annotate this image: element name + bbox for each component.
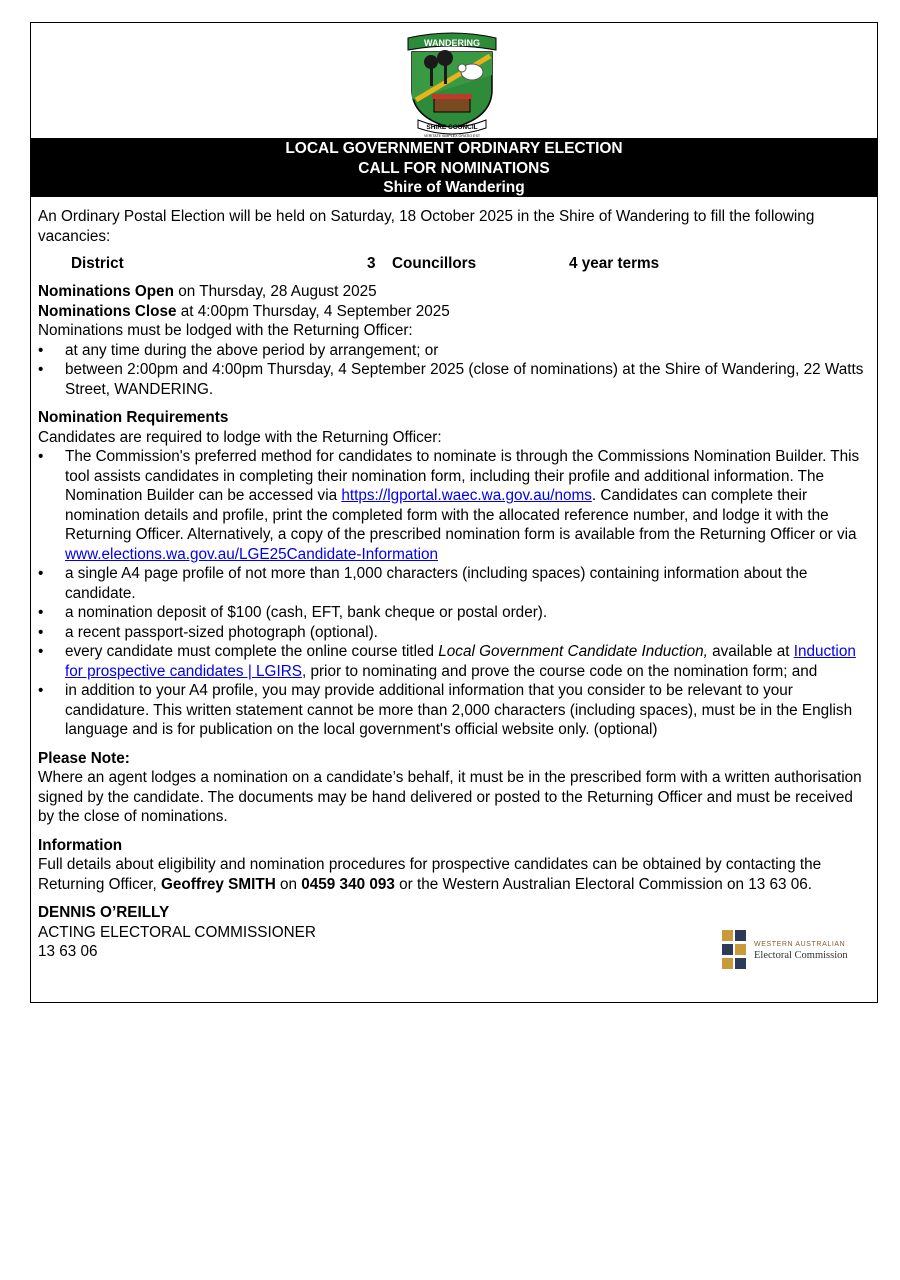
vacancy-role: Councillors [392, 255, 477, 272]
returning-officer-name: Geoffrey SMITH [161, 875, 276, 893]
vacancy-term: 4 year terms [569, 255, 660, 272]
weac-logo-line-2: Electoral Commission [754, 950, 848, 961]
notice-title-banner [31, 138, 877, 197]
requirements-intro: Candidates are required to lodge with the Returning Officer: [38, 428, 442, 446]
vacancy-row [38, 254, 870, 274]
signature-name: DENNIS O’REILLY [38, 904, 170, 921]
information-text: Full details about eligibility and nomination procedures for prospective candidates can be obtained by contacting the Returning Officer, Geoffrey SMITH on 0459 340 093 or the Western Australian Electoral Commission on 13 63 06. [38, 856, 822, 893]
signature-title: ACTING ELECTORAL COMMISSIONER [38, 923, 316, 941]
electoral-commission-emblem-icon [722, 930, 746, 970]
shire-of-wandering-crest-logo [402, 30, 502, 140]
lodgement-list [38, 341, 870, 400]
candidate-information-link[interactable]: www.elections.wa.gov.au/LGE25Candidate-Information [65, 545, 438, 563]
information-heading: Information [38, 836, 123, 854]
requirements-heading: Nomination Requirements [38, 409, 229, 426]
banner-line-2: CALL FOR NOMINATIONS [358, 159, 550, 177]
svg-text:WANDERING: WANDERING [424, 38, 480, 48]
nominations-close: Nominations Close at 4:00pm Thursday, 4 September 2025 [38, 302, 450, 320]
weac-logo-line-1: WESTERN AUSTRALIAN [754, 941, 846, 948]
banner-line-3: Shire of Wandering [383, 179, 525, 196]
list-item: • a recent passport-sized photograph (optional). [38, 623, 870, 643]
signature-phone: 13 63 06 [38, 943, 98, 960]
nomination-builder-link[interactable]: https://lgportal.waec.wa.gov.au/noms [341, 487, 592, 504]
returning-officer-phone: 0459 340 093 [301, 875, 395, 893]
list-item: • at any time during the above period by arrangement; or [38, 341, 870, 361]
list-item: • a nomination deposit of $100 (cash, EFT, bank cheque or postal order). [38, 603, 870, 623]
svg-text:SHIRE COUNCIL: SHIRE COUNCIL [426, 124, 478, 131]
please-note-text: Where an agent lodges a nomination on a candidate’s behalf, it must be in the prescribed form with a written authorisation signed by the candidate. The documents may be hand delivered or posted to the Returning Officer and must be received by the close of nominations. [38, 769, 862, 825]
banner-line-1: LOCAL GOVERNMENT ORDINARY ELECTION [285, 140, 623, 157]
list-item: • every candidate must complete the online course titled Local Government Candidate Induction, available at Induction for prospective candidates | LGIRS, prior to nominating and prove the course code on the nomination form; and [38, 642, 870, 681]
lgirs-induction-link[interactable]: Induction for prospective candidates | LGIRS [65, 643, 856, 680]
requirements-list [38, 447, 870, 740]
list-item: • The Commission's preferred method for candidates to nominate is through the Commissions Nomination Builder. This tool assists candidates in completing their nomination form, including their profile and additional information. The Nomination Builder can be accessed via https://lgportal.waec.wa.gov.au/noms. Candidates can complete their nomination details and profile, print the completed form with the allocated reference number, and lodge it with the Returning Officer. Alternatively, a copy of the prescribed nomination form is available from the Returning Officer or via www.elections.wa.gov.au/LGE25Candidate-Information [38, 447, 870, 564]
list-item: • in addition to your A4 profile, you may provide additional information that you consider to be relevant to your candidature. This written statement cannot be more than 2,000 characters (including spaces), must be in the English language and is for publication on the local government's official website only. (optional) [38, 681, 870, 740]
nominations-open: Nominations Open on Thursday, 28 August 2025 [38, 283, 377, 300]
list-item: • between 2:00pm and 4:00pm Thursday, 4 September 2025 (close of nominations) at the Shire of Wandering, 22 Watts Street, WANDERING. [38, 360, 870, 399]
svg-text:VERITATE SIMPLEX ORATIO EST: VERITATE SIMPLEX ORATIO EST [423, 134, 481, 138]
vacancy-district: District [71, 255, 124, 272]
electoral-commission-logo [722, 929, 868, 971]
list-item: • a single A4 page profile of not more than 1,000 characters (including spaces) containing information about the candidate. [38, 564, 870, 603]
please-note-heading: Please Note: [38, 749, 130, 767]
vacancy-count: 3 [367, 255, 376, 272]
lodged-text: Nominations must be lodged with the Returning Officer: [38, 322, 413, 339]
notice-body [38, 207, 870, 962]
intro-paragraph: An Ordinary Postal Election will be held on Saturday, 18 October 2025 in the Shire of Wandering to fill the following vacancies: [38, 208, 815, 245]
